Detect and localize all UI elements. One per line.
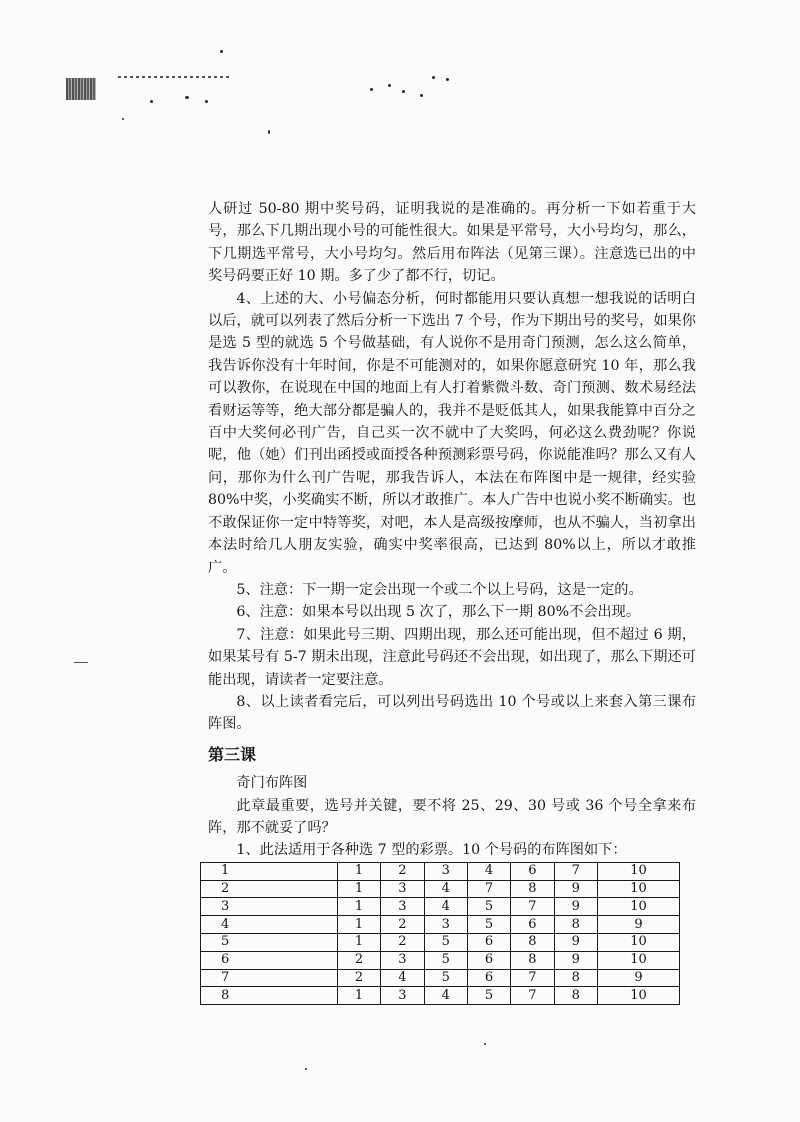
- number-cell: 5: [424, 969, 467, 987]
- number-cell: 6: [467, 969, 510, 987]
- table-caption: 1、此法适用于各种选 7 型的彩票。10 个号码的布阵图如下：: [236, 842, 627, 859]
- number-cell: 2: [337, 969, 380, 987]
- number-cell: 6: [467, 933, 510, 951]
- number-cell: 3: [381, 880, 424, 898]
- number-cell: 10: [597, 951, 679, 969]
- number-cell: 5: [467, 898, 510, 916]
- number-cell: 5: [467, 987, 510, 1005]
- number-cell: 2: [381, 933, 424, 951]
- paragraph: 7、注意：如果此号三期、四期出现，那么还可能出现，但不超过 6 期，如果某号有 5-7 期未出现，注意此号码还不会出现，如出现了，那么下期还可能出现，请读者一定要注意。: [208, 626, 696, 688]
- number-cell: 3: [424, 916, 467, 934]
- number-cell: 2: [381, 862, 424, 880]
- number-cell: 1: [337, 898, 380, 916]
- scan-speck: [205, 100, 208, 103]
- scan-artifact-block: [66, 78, 96, 100]
- number-cell: 4: [424, 880, 467, 898]
- number-cell: 10: [597, 933, 679, 951]
- number-cell: 8: [554, 916, 597, 934]
- number-cell: 2: [337, 951, 380, 969]
- paragraph: 6、注意：如果本号以出现 5 次了，那么下一期 80%不会出现。: [236, 604, 641, 621]
- intro-paragraph: 此章最重要，选号并关键，要不将 25、29、30 号或 36 个号全拿来布阵，那不就妥了吗？: [208, 797, 696, 836]
- number-cell: 1: [337, 987, 380, 1005]
- table-row: [201, 969, 680, 987]
- paragraph: 5、注意：下一期一定会出现一个或二个以上号码，这是一定的。: [236, 581, 643, 598]
- scan-margin-mark: [74, 662, 88, 663]
- number-cell: 1: [337, 880, 380, 898]
- scan-speck: [484, 1043, 486, 1045]
- number-cell: 4: [424, 898, 467, 916]
- scan-speck: [420, 94, 423, 97]
- number-cell: 4: [467, 862, 510, 880]
- number-cell: 8: [554, 987, 597, 1005]
- row-index-cell: 8: [201, 987, 338, 1005]
- paragraph: 4、上述的大、小号偏态分析，何时都能用只要认真想一想我说的话明白以后，就可以列表了然后分析一下选出 7 个号，作为下期出号的奖号，如果你是选 5 型的就选 5 个号做基础，有人说你不是用奇门预测，怎么这么简单，我告诉你没有十年时间，你是不可能测对的，如果你愿意研究 10 年，那么我可以教你，在说现在中国的地面上有人打着紫微斗数、奇门预测、数术易经法看财运等等，绝大部分都是骗人的，我并不是贬低其人，如果我能算中百分之百中大奖何必刊广告，自己买一次不就中了大奖吗，何必这么费劲呢？你说呢，他（她）们刊出函授或面授各种预测彩票号码，你说能准吗？那么又有人问，那你为什么刊广告呢，那我告诉人，本法在布阵图中是一规律，经实验 80%中奖，小奖确实不断，所以才敢推广。本人广告中也说小奖不断确实。也不敢保证你一定中特等奖，对吧，本人是高级按摩师，也从不骗人，当初拿出本法时给几人朋友实验，确实中奖率很高，已达到 80%以上，所以才敢推广。: [208, 290, 696, 576]
- number-cell: 5: [467, 916, 510, 934]
- table-row: [201, 951, 680, 969]
- lesson-title: 第三课: [208, 744, 257, 764]
- number-cell: 10: [597, 898, 679, 916]
- scan-speck: [185, 96, 189, 99]
- number-cell: 9: [554, 951, 597, 969]
- scan-speck: [150, 100, 153, 103]
- number-cell: 10: [597, 862, 679, 880]
- number-cell: 8: [554, 969, 597, 987]
- scan-speck: [402, 90, 405, 93]
- number-cell: 5: [424, 951, 467, 969]
- number-cell: 1: [337, 916, 380, 934]
- row-index-cell: 2: [201, 880, 338, 898]
- row-index-cell: 5: [201, 933, 338, 951]
- number-cell: 9: [597, 916, 679, 934]
- number-cell: 3: [381, 987, 424, 1005]
- number-cell: 3: [424, 862, 467, 880]
- number-cell: 3: [381, 898, 424, 916]
- table-row: [201, 933, 680, 951]
- lesson-subtitle: 奇门布阵图: [236, 775, 308, 792]
- scan-speck: [370, 88, 373, 91]
- layout-table: [200, 862, 680, 1005]
- number-cell: 6: [511, 862, 554, 880]
- scan-speck: [268, 130, 270, 134]
- number-cell: 7: [511, 987, 554, 1005]
- row-index-cell: 3: [201, 898, 338, 916]
- number-cell: 8: [511, 933, 554, 951]
- number-cell: 2: [381, 916, 424, 934]
- row-index-cell: 1: [201, 862, 338, 880]
- number-cell: 1: [337, 933, 380, 951]
- number-cell: 9: [554, 898, 597, 916]
- number-cell: 7: [554, 862, 597, 880]
- scan-artifact-line: [118, 76, 230, 78]
- number-cell: 10: [597, 880, 679, 898]
- paragraph: 8、以上读者看完后，可以列出号码选出 10 个号或以上来套入第三课布阵图。: [208, 693, 696, 733]
- paragraph: 人研过 50-80 期中奖号码，证明我说的是准确的。再分析一下如若重于大号，那么下几期出现小号的可能性很大。如果是平常号，大小号均匀，那么，下几期选平常号，大小号均匀。然后用布阵法（见第三课）。注意选已出的中奖号码要正好 10 期。多了少了都不行，切记。: [208, 201, 696, 285]
- document-body: [208, 198, 696, 1005]
- row-index-cell: 7: [201, 969, 338, 987]
- number-cell: 9: [597, 969, 679, 987]
- number-cell: 4: [424, 987, 467, 1005]
- table-row: [201, 987, 680, 1005]
- table-row: [201, 916, 680, 934]
- number-cell: 8: [511, 880, 554, 898]
- table-row: [201, 880, 680, 898]
- scan-speck: [122, 118, 124, 120]
- row-index-cell: 4: [201, 916, 338, 934]
- number-cell: 10: [597, 987, 679, 1005]
- number-cell: 5: [424, 933, 467, 951]
- scan-speck: [388, 84, 391, 87]
- number-cell: 9: [554, 933, 597, 951]
- number-cell: 6: [511, 916, 554, 934]
- number-cell: 7: [467, 880, 510, 898]
- number-cell: 3: [381, 951, 424, 969]
- table-row: [201, 898, 680, 916]
- scan-speck: [305, 1068, 307, 1070]
- number-cell: 7: [511, 898, 554, 916]
- scan-speck: [446, 78, 449, 81]
- number-cell: 4: [381, 969, 424, 987]
- number-cell: 6: [467, 951, 510, 969]
- number-cell: 1: [337, 862, 380, 880]
- scan-speck: [220, 50, 223, 53]
- number-cell: 7: [511, 969, 554, 987]
- number-cell: 8: [511, 951, 554, 969]
- table-row: [201, 862, 680, 880]
- scan-speck: [432, 76, 435, 79]
- row-index-cell: 6: [201, 951, 338, 969]
- number-cell: 9: [554, 880, 597, 898]
